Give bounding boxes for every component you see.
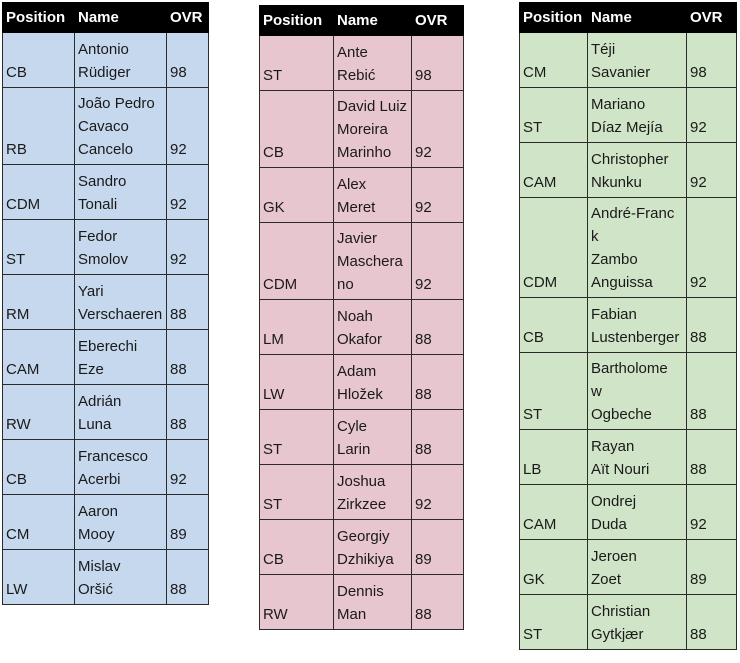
header-name: Name bbox=[588, 3, 687, 33]
cell-position: LW bbox=[260, 355, 334, 410]
cell-ovr: 92 bbox=[412, 168, 464, 223]
cell-name: Yari Verschaeren bbox=[75, 275, 167, 330]
header-position: Position bbox=[520, 3, 588, 33]
cell-ovr: 92 bbox=[687, 88, 737, 143]
cell-ovr: 89 bbox=[167, 495, 209, 550]
table-row bbox=[260, 168, 464, 223]
cell-position: CB bbox=[3, 440, 75, 495]
cell-ovr: 92 bbox=[167, 88, 209, 165]
header-ovr: OVR bbox=[412, 6, 464, 36]
cell-position: CB bbox=[3, 33, 75, 88]
cell-position: ST bbox=[520, 88, 588, 143]
cell-position: CDM bbox=[520, 198, 588, 298]
table-row bbox=[520, 485, 737, 540]
cell-position: CM bbox=[3, 495, 75, 550]
player-table-pink bbox=[259, 5, 464, 630]
cell-name: Christian Gytkjær bbox=[588, 595, 687, 650]
header-position: Position bbox=[260, 6, 334, 36]
cell-ovr: 92 bbox=[412, 91, 464, 168]
header-ovr: OVR bbox=[167, 3, 209, 33]
cell-ovr: 98 bbox=[412, 36, 464, 91]
cell-ovr: 88 bbox=[412, 410, 464, 465]
cell-position: RW bbox=[3, 385, 75, 440]
cell-position: CDM bbox=[260, 223, 334, 300]
cell-name: Bartholome w Ogbeche bbox=[588, 353, 687, 430]
table-row bbox=[520, 33, 737, 88]
cell-ovr: 89 bbox=[412, 520, 464, 575]
header-name: Name bbox=[75, 3, 167, 33]
cell-name: Aaron Mooy bbox=[75, 495, 167, 550]
cell-name: Cyle Larin bbox=[334, 410, 412, 465]
cell-position: ST bbox=[260, 410, 334, 465]
cell-position: RW bbox=[260, 575, 334, 630]
cell-ovr: 92 bbox=[167, 220, 209, 275]
table-row bbox=[260, 300, 464, 355]
cell-position: LM bbox=[260, 300, 334, 355]
cell-name: Ante Rebić bbox=[334, 36, 412, 91]
cell-position: LW bbox=[3, 550, 75, 605]
table-row bbox=[3, 385, 209, 440]
table-row bbox=[3, 440, 209, 495]
table-row bbox=[3, 220, 209, 275]
cell-name: Alex Meret bbox=[334, 168, 412, 223]
cell-position: CB bbox=[520, 298, 588, 353]
cell-position: ST bbox=[3, 220, 75, 275]
table-header-row bbox=[3, 3, 209, 33]
cell-ovr: 88 bbox=[167, 330, 209, 385]
table-header-row bbox=[260, 6, 464, 36]
table-row bbox=[3, 88, 209, 165]
table-row bbox=[520, 595, 737, 650]
cell-ovr: 92 bbox=[687, 143, 737, 198]
table-row bbox=[260, 223, 464, 300]
table-row bbox=[520, 198, 737, 298]
cell-position: ST bbox=[520, 353, 588, 430]
cell-position: RM bbox=[3, 275, 75, 330]
cell-name: Téji Savanier bbox=[588, 33, 687, 88]
table-row bbox=[260, 465, 464, 520]
cell-position: GK bbox=[520, 540, 588, 595]
cell-name: David Luiz Moreira Marinho bbox=[334, 91, 412, 168]
cell-position: ST bbox=[260, 36, 334, 91]
cell-position: ST bbox=[520, 595, 588, 650]
cell-ovr: 88 bbox=[167, 550, 209, 605]
cell-position: CAM bbox=[3, 330, 75, 385]
cell-name: Georgiy Dzhikiya bbox=[334, 520, 412, 575]
cell-name: Joshua Zirkzee bbox=[334, 465, 412, 520]
cell-name: André-Franc k Zambo Anguissa bbox=[588, 198, 687, 298]
cell-name: Jeroen Zoet bbox=[588, 540, 687, 595]
cell-ovr: 88 bbox=[687, 430, 737, 485]
header-position: Position bbox=[3, 3, 75, 33]
cell-name: Dennis Man bbox=[334, 575, 412, 630]
cell-ovr: 92 bbox=[412, 223, 464, 300]
table-row bbox=[3, 275, 209, 330]
cell-position: GK bbox=[260, 168, 334, 223]
cell-ovr: 92 bbox=[167, 165, 209, 220]
table-row bbox=[260, 520, 464, 575]
cell-name: Antonio Rüdiger bbox=[75, 33, 167, 88]
table-row bbox=[260, 91, 464, 168]
player-table-green bbox=[519, 2, 737, 650]
cell-position: CM bbox=[520, 33, 588, 88]
cell-name: Fedor Smolov bbox=[75, 220, 167, 275]
table-row bbox=[3, 495, 209, 550]
table-row bbox=[260, 355, 464, 410]
cell-ovr: 89 bbox=[687, 540, 737, 595]
cell-ovr: 88 bbox=[167, 385, 209, 440]
table-row bbox=[520, 298, 737, 353]
cell-name: Mislav Oršić bbox=[75, 550, 167, 605]
table-row bbox=[520, 430, 737, 485]
table-row bbox=[520, 143, 737, 198]
player-table-blue bbox=[2, 2, 209, 605]
cell-ovr: 88 bbox=[167, 275, 209, 330]
cell-ovr: 92 bbox=[167, 440, 209, 495]
cell-ovr: 88 bbox=[687, 298, 737, 353]
cell-name: João Pedro Cavaco Cancelo bbox=[75, 88, 167, 165]
cell-ovr: 88 bbox=[412, 575, 464, 630]
cell-position: LB bbox=[520, 430, 588, 485]
table-row bbox=[3, 330, 209, 385]
table-row bbox=[260, 575, 464, 630]
table-row bbox=[520, 540, 737, 595]
cell-ovr: 88 bbox=[687, 353, 737, 430]
table-row bbox=[520, 353, 737, 430]
cell-name: Adam Hložek bbox=[334, 355, 412, 410]
cell-ovr: 92 bbox=[412, 465, 464, 520]
cell-name: Sandro Tonali bbox=[75, 165, 167, 220]
cell-position: CB bbox=[260, 520, 334, 575]
table-row bbox=[520, 88, 737, 143]
cell-name: Christopher Nkunku bbox=[588, 143, 687, 198]
cell-name: Fabian Lustenberger bbox=[588, 298, 687, 353]
table-row bbox=[260, 410, 464, 465]
table-row bbox=[260, 36, 464, 91]
cell-ovr: 88 bbox=[687, 595, 737, 650]
cell-ovr: 98 bbox=[687, 33, 737, 88]
table-row bbox=[3, 33, 209, 88]
cell-position: CAM bbox=[520, 143, 588, 198]
header-name: Name bbox=[334, 6, 412, 36]
cell-name: Mariano Díaz Mejía bbox=[588, 88, 687, 143]
table-row bbox=[3, 165, 209, 220]
cell-ovr: 98 bbox=[167, 33, 209, 88]
cell-position: RB bbox=[3, 88, 75, 165]
cell-name: Rayan Aït Nouri bbox=[588, 430, 687, 485]
cell-position: CAM bbox=[520, 485, 588, 540]
cell-ovr: 92 bbox=[687, 198, 737, 298]
cell-position: CB bbox=[260, 91, 334, 168]
table-row bbox=[3, 550, 209, 605]
table-header-row bbox=[520, 3, 737, 33]
header-ovr: OVR bbox=[687, 3, 737, 33]
cell-name: Noah Okafor bbox=[334, 300, 412, 355]
cell-name: Francesco Acerbi bbox=[75, 440, 167, 495]
cell-name: Javier Maschera no bbox=[334, 223, 412, 300]
cell-ovr: 92 bbox=[687, 485, 737, 540]
cell-name: Eberechi Eze bbox=[75, 330, 167, 385]
cell-position: CDM bbox=[3, 165, 75, 220]
cell-name: Adrián Luna bbox=[75, 385, 167, 440]
cell-name: Ondrej Duda bbox=[588, 485, 687, 540]
cell-position: ST bbox=[260, 465, 334, 520]
cell-ovr: 88 bbox=[412, 355, 464, 410]
cell-ovr: 88 bbox=[412, 300, 464, 355]
